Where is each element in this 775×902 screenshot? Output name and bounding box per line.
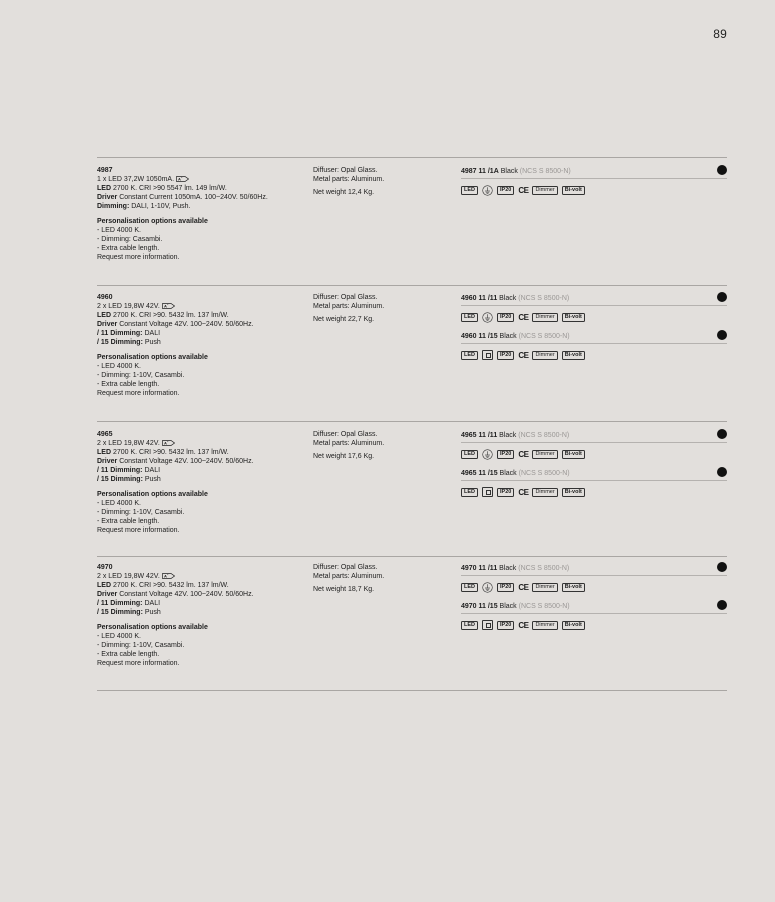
options-title: Personalisation options available <box>97 218 208 225</box>
dimming-variant-label: / 11 Dimming: <box>97 600 143 607</box>
material-line: Diffuser: Opal Glass. <box>313 431 378 438</box>
bi-volt-badge-icon: Bi-volt <box>562 450 585 459</box>
materials <box>313 430 453 461</box>
ce-mark-icon: CE <box>518 312 529 322</box>
power-line <box>97 175 307 184</box>
dimming-variant-value: DALI <box>144 330 161 337</box>
material-line: Diffuser: Opal Glass. <box>313 564 378 571</box>
dimmer-badge-icon: Dimmer <box>532 351 557 360</box>
net-weight: Net weight 18,7 Kg. <box>313 586 375 593</box>
ip20-badge-icon: IP20 <box>497 313 514 322</box>
variant-finish: Black <box>499 333 517 340</box>
variants <box>461 563 727 639</box>
dimmer-badge-icon: Dimmer <box>532 583 557 592</box>
material-line: Diffuser: Opal Glass. <box>313 167 378 174</box>
options-title: Personalisation options available <box>97 624 208 631</box>
earth-icon <box>482 449 493 460</box>
dimming-value: DALI, 1-10V, Push. <box>131 203 191 210</box>
certification-icons <box>461 486 727 498</box>
driver-value: Constant Current 1050mA. 100~240V. 50/60Hz. <box>119 194 268 201</box>
bi-volt-badge-icon: Bi-volt <box>562 186 585 195</box>
driver-line <box>97 590 307 599</box>
led-badge-icon: LED <box>461 450 478 459</box>
variant-finish: Black <box>499 603 517 610</box>
dimmer-badge-icon: Dimmer <box>532 488 557 497</box>
variant-ncs: (NCS S 8500-N) <box>518 432 570 439</box>
earth-icon <box>482 312 493 323</box>
product-code: 4987 <box>97 167 113 174</box>
dimming-variant-value: Push <box>144 339 161 346</box>
ip20-badge-icon: IP20 <box>497 450 514 459</box>
dimming-label: Dimming: <box>97 203 130 210</box>
led-label: LED <box>97 185 111 192</box>
variant-code: 4960 11 /15 <box>461 333 498 340</box>
variant-finish: Black <box>500 168 518 175</box>
led-badge-icon: LED <box>461 621 478 630</box>
divider <box>97 690 727 691</box>
product-block <box>97 430 727 550</box>
power-line <box>97 572 307 581</box>
power-text: 2 x LED 19,8W 42V. <box>97 573 160 580</box>
variant-line <box>461 563 727 576</box>
earth-icon <box>482 582 493 593</box>
driver-label: Driver <box>97 321 118 328</box>
variants <box>461 293 727 369</box>
options-title: Personalisation options available <box>97 354 208 361</box>
svg-text:A: A <box>178 176 181 182</box>
net-weight: Net weight 17,6 Kg. <box>313 453 375 460</box>
dimming-variant-value: Push <box>144 609 161 616</box>
ai-led-icon <box>176 176 189 182</box>
class-ii-icon <box>482 487 493 497</box>
svg-text:A: A <box>163 303 167 309</box>
led-label: LED <box>97 312 111 319</box>
led-value: 2700 K. CRI >90. 5432 lm. 137 lm/W. <box>112 582 229 589</box>
bi-volt-badge-icon: Bi-volt <box>562 583 585 592</box>
variant-finish: Black <box>499 470 517 477</box>
dimming-variant-line <box>97 329 307 338</box>
dimming-variant-label: / 15 Dimming: <box>97 339 143 346</box>
divider <box>97 421 727 422</box>
power-line <box>97 439 307 448</box>
driver-value: Constant Voltage 42V. 100~240V. 50/60Hz. <box>119 591 254 598</box>
ip20-badge-icon: IP20 <box>497 488 514 497</box>
dimmer-badge-icon: Dimmer <box>532 621 557 630</box>
product-code: 4965 <box>97 431 113 438</box>
dimming-variant-line <box>97 599 307 608</box>
variant-ncs: (NCS S 8500-N) <box>519 168 571 175</box>
product-spec <box>97 563 307 668</box>
variant-line <box>461 601 727 614</box>
materials <box>313 293 453 324</box>
material-line: Metal parts: Aluminum. <box>313 303 385 310</box>
option-item: - LED 4000 K. <box>97 500 141 507</box>
variant-finish: Black <box>499 565 517 572</box>
ip20-badge-icon: IP20 <box>497 621 514 630</box>
options-title: Personalisation options available <box>97 491 208 498</box>
svg-text:A: A <box>163 440 167 446</box>
led-line <box>97 311 307 320</box>
ai-led-icon <box>162 440 175 446</box>
materials <box>313 166 453 197</box>
dimming-variant-label: / 15 Dimming: <box>97 476 143 483</box>
bi-volt-badge-icon: Bi-volt <box>562 313 585 322</box>
variant-ncs: (NCS S 8500-N) <box>518 295 570 302</box>
variant-line <box>461 293 727 306</box>
bi-volt-badge-icon: Bi-volt <box>562 351 585 360</box>
driver-line <box>97 193 307 202</box>
earth-icon <box>482 185 493 196</box>
option-item: - Dimming: 1-10V, Casambi. <box>97 642 185 649</box>
variant-code: 4970 11 /11 <box>461 565 498 572</box>
led-value: 2700 K. CRI >90. 5432 lm. 137 lm/W. <box>112 312 229 319</box>
option-item: Request more information. <box>97 660 180 667</box>
product-block <box>97 563 727 683</box>
variant-line <box>461 430 727 443</box>
ce-mark-icon: CE <box>518 582 529 592</box>
option-item: - Dimming: 1-10V, Casambi. <box>97 372 185 379</box>
power-text: 2 x LED 19,8W 42V. <box>97 440 160 447</box>
divider <box>97 556 727 557</box>
driver-line <box>97 457 307 466</box>
option-item: - Extra cable length. <box>97 245 160 252</box>
class-ii-icon <box>482 350 493 360</box>
materials <box>313 563 453 594</box>
dimmer-badge-icon: Dimmer <box>532 186 557 195</box>
net-weight: Net weight 12,4 Kg. <box>313 189 375 196</box>
black-finish-swatch <box>717 165 727 175</box>
certification-icons <box>461 619 727 631</box>
option-item: - Extra cable length. <box>97 651 160 658</box>
dimming-variant-value: DALI <box>144 600 161 607</box>
product-code: 4970 <box>97 564 113 571</box>
black-finish-swatch <box>717 600 727 610</box>
product-spec <box>97 166 307 262</box>
ai-led-icon <box>162 303 175 309</box>
dimming-variant-line <box>97 466 307 475</box>
dimming-variant-label: / 11 Dimming: <box>97 330 143 337</box>
option-item: - Dimming: 1-10V, Casambi. <box>97 509 185 516</box>
led-value: 2700 K. CRI >90. 5432 lm. 137 lm/W. <box>112 449 229 456</box>
product-block <box>97 166 727 286</box>
certification-icons <box>461 349 727 361</box>
dimming-line <box>97 202 307 211</box>
black-finish-swatch <box>717 330 727 340</box>
led-badge-icon: LED <box>461 313 478 322</box>
variant-code: 4987 11 /1A <box>461 168 499 175</box>
dimming-variant-line <box>97 608 307 617</box>
page-number: 89 <box>713 27 727 41</box>
ip20-badge-icon: IP20 <box>497 351 514 360</box>
product-spec <box>97 293 307 398</box>
option-item: - LED 4000 K. <box>97 633 141 640</box>
option-item: - Extra cable length. <box>97 518 160 525</box>
certification-icons <box>461 448 727 460</box>
led-label: LED <box>97 582 111 589</box>
dimming-variant-line <box>97 475 307 484</box>
class-ii-icon <box>482 620 493 630</box>
certification-icons <box>461 184 727 196</box>
led-line <box>97 448 307 457</box>
variant-code: 4965 11 /15 <box>461 470 498 477</box>
led-badge-icon: LED <box>461 351 478 360</box>
black-finish-swatch <box>717 292 727 302</box>
led-line <box>97 581 307 590</box>
driver-label: Driver <box>97 458 118 465</box>
variant-finish: Black <box>499 295 517 302</box>
led-label: LED <box>97 449 111 456</box>
dimming-variant-value: DALI <box>144 467 161 474</box>
svg-text:A: A <box>163 573 167 579</box>
bi-volt-badge-icon: Bi-volt <box>562 488 585 497</box>
ce-mark-icon: CE <box>518 350 529 360</box>
variant-ncs: (NCS S 8500-N) <box>518 603 570 610</box>
driver-label: Driver <box>97 591 118 598</box>
ip20-badge-icon: IP20 <box>497 186 514 195</box>
dimming-variant-value: Push <box>144 476 161 483</box>
option-item: - LED 4000 K. <box>97 363 141 370</box>
certification-icons <box>461 581 727 593</box>
ai-led-icon <box>162 573 175 579</box>
power-text: 1 x LED 37,2W 1050mA. <box>97 176 175 183</box>
variant-ncs: (NCS S 8500-N) <box>518 565 570 572</box>
led-badge-icon: LED <box>461 583 478 592</box>
product-spec <box>97 430 307 535</box>
ce-mark-icon: CE <box>518 487 529 497</box>
black-finish-swatch <box>717 429 727 439</box>
led-badge-icon: LED <box>461 186 478 195</box>
driver-label: Driver <box>97 194 118 201</box>
variants <box>461 430 727 506</box>
bi-volt-badge-icon: Bi-volt <box>562 621 585 630</box>
variant-ncs: (NCS S 8500-N) <box>518 333 570 340</box>
driver-value: Constant Voltage 42V. 100~240V. 50/60Hz. <box>119 458 254 465</box>
variants <box>461 166 727 204</box>
certification-icons <box>461 311 727 323</box>
dimming-variant-label: / 11 Dimming: <box>97 467 143 474</box>
dimming-variant-label: / 15 Dimming: <box>97 609 143 616</box>
black-finish-swatch <box>717 562 727 572</box>
material-line: Metal parts: Aluminum. <box>313 573 385 580</box>
variant-code: 4970 11 /15 <box>461 603 498 610</box>
led-line <box>97 184 307 193</box>
driver-value: Constant Voltage 42V. 100~240V. 50/60Hz. <box>119 321 254 328</box>
option-item: Request more information. <box>97 527 180 534</box>
variant-line <box>461 166 727 179</box>
variant-line <box>461 331 727 344</box>
led-value: 2700 K. CRI >90 5547 lm. 149 lm/W. <box>112 185 227 192</box>
material-line: Metal parts: Aluminum. <box>313 440 385 447</box>
variant-code: 4960 11 /11 <box>461 295 498 302</box>
ip20-badge-icon: IP20 <box>497 583 514 592</box>
led-badge-icon: LED <box>461 488 478 497</box>
dimmer-badge-icon: Dimmer <box>532 313 557 322</box>
product-code: 4960 <box>97 294 113 301</box>
ce-mark-icon: CE <box>518 449 529 459</box>
ce-mark-icon: CE <box>518 620 529 630</box>
power-text: 2 x LED 19,8W 42V. <box>97 303 160 310</box>
net-weight: Net weight 22,7 Kg. <box>313 316 375 323</box>
variant-code: 4965 11 /11 <box>461 432 498 439</box>
product-block <box>97 293 727 413</box>
dimmer-badge-icon: Dimmer <box>532 450 557 459</box>
black-finish-swatch <box>717 467 727 477</box>
variant-ncs: (NCS S 8500-N) <box>518 470 570 477</box>
option-item: - Dimming: Casambi. <box>97 236 163 243</box>
dimming-variant-line <box>97 338 307 347</box>
variant-line <box>461 468 727 481</box>
option-item: - LED 4000 K. <box>97 227 141 234</box>
option-item: - Extra cable length. <box>97 381 160 388</box>
option-item: Request more information. <box>97 390 180 397</box>
material-line: Metal parts: Aluminum. <box>313 176 385 183</box>
driver-line <box>97 320 307 329</box>
power-line <box>97 302 307 311</box>
divider <box>97 157 727 158</box>
variant-finish: Black <box>499 432 517 439</box>
option-item: Request more information. <box>97 254 180 261</box>
material-line: Diffuser: Opal Glass. <box>313 294 378 301</box>
ce-mark-icon: CE <box>518 185 529 195</box>
